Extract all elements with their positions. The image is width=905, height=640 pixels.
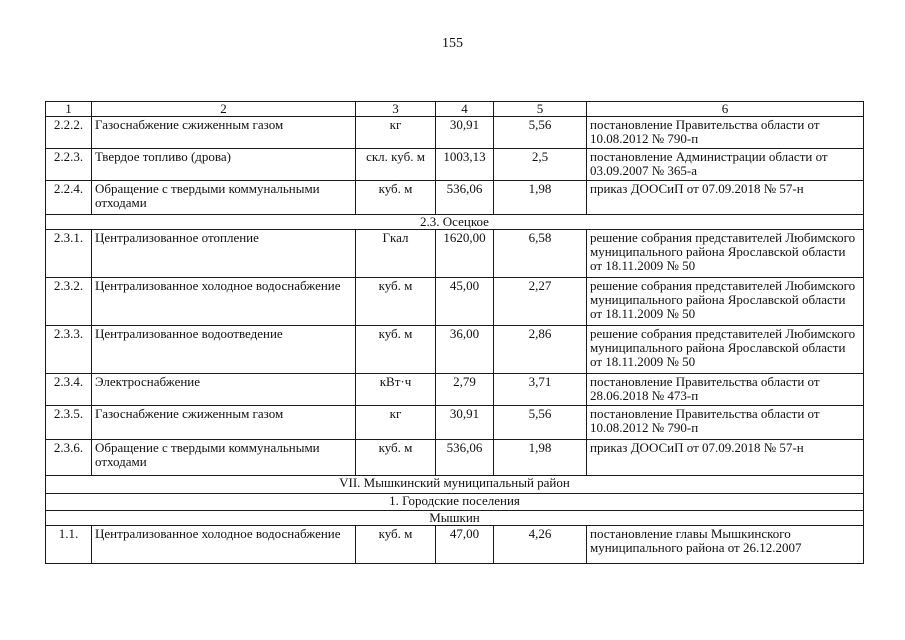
norm-value: 30,91 [436,117,494,149]
legal-document: постановление Администрации области от 03.09.2007 № 365-а [587,149,864,181]
tariff-value: 3,71 [494,374,587,406]
tariff-value: 1,98 [494,440,587,476]
legal-document: постановление Правительства области от 28.06.2018 № 473-п [587,374,864,406]
table-row [46,526,864,564]
legal-document: постановление главы Мышкинского муниципального района от 26.12.2007 [587,526,864,564]
tariff-value: 2,27 [494,278,587,326]
table-row [46,117,864,149]
table-row [46,149,864,181]
norm-value: 47,00 [436,526,494,564]
row-number: 2.2.4. [46,181,92,215]
legal-document: постановление Правительства области от 10.08.2012 № 790-п [587,117,864,149]
section-row [46,511,864,526]
row-number: 1.1. [46,526,92,564]
header-cell: 1 [46,102,92,117]
table-row [46,230,864,278]
section-title: 1. Городские поселения [46,494,864,511]
row-number: 2.3.5. [46,406,92,440]
unit-cell: куб. м [356,278,436,326]
tariff-value: 5,56 [494,117,587,149]
table-row [46,181,864,215]
service-name: Газоснабжение сжиженным газом [92,117,356,149]
table-row [46,406,864,440]
header-cell: 5 [494,102,587,117]
unit-cell: куб. м [356,440,436,476]
table-row [46,278,864,326]
unit-cell: кг [356,406,436,440]
unit-cell: скл. куб. м [356,149,436,181]
legal-document: постановление Правительства области от 10.08.2012 № 790-п [587,406,864,440]
table-header-row [46,102,864,117]
header-cell: 4 [436,102,494,117]
section-row [46,494,864,511]
header-cell: 6 [587,102,864,117]
row-number: 2.3.2. [46,278,92,326]
unit-cell: куб. м [356,526,436,564]
section-title: VII. Мышкинский муниципальный район [46,476,864,494]
norm-value: 30,91 [436,406,494,440]
legal-document: приказ ДООСиП от 07.09.2018 № 57-н [587,181,864,215]
page-number: 155 [442,36,463,51]
section-row [46,215,864,230]
legal-document: приказ ДООСиП от 07.09.2018 № 57-н [587,440,864,476]
section-row [46,476,864,494]
row-number: 2.3.3. [46,326,92,374]
tariff-value: 2,5 [494,149,587,181]
unit-cell: куб. м [356,181,436,215]
legal-document: решение собрания представителей Любимского муниципального района Ярославской области от 18.11.2009 № 50 [587,326,864,374]
tariff-value: 4,26 [494,526,587,564]
row-number: 2.3.1. [46,230,92,278]
service-name: Централизованное холодное водоснабжение [92,278,356,326]
service-name: Обращение с твердыми коммунальными отходами [92,181,356,215]
norm-value: 45,00 [436,278,494,326]
row-number: 2.2.3. [46,149,92,181]
norm-value: 1620,00 [436,230,494,278]
service-name: Обращение с твердыми коммунальными отходами [92,440,356,476]
tariff-value: 1,98 [494,181,587,215]
service-name: Централизованное отопление [92,230,356,278]
tariff-value: 6,58 [494,230,587,278]
norm-value: 36,00 [436,326,494,374]
unit-cell: кВт·ч [356,374,436,406]
norm-value: 2,79 [436,374,494,406]
service-name: Централизованное холодное водоснабжение [92,526,356,564]
table-row [46,326,864,374]
tariff-value: 5,56 [494,406,587,440]
norm-value: 536,06 [436,181,494,215]
table-row [46,374,864,406]
table-row [46,440,864,476]
row-number: 2.3.4. [46,374,92,406]
service-name: Газоснабжение сжиженным газом [92,406,356,440]
unit-cell: кг [356,117,436,149]
norm-value: 1003,13 [436,149,494,181]
row-number: 2.3.6. [46,440,92,476]
section-title: 2.3. Осецкое [46,215,864,230]
header-cell: 3 [356,102,436,117]
legal-document: решение собрания представителей Любимского муниципального района Ярославской области от 18.11.2009 № 50 [587,230,864,278]
header-cell: 2 [92,102,356,117]
section-title: Мышкин [46,511,864,526]
unit-cell: Гкал [356,230,436,278]
service-name: Твердое топливо (дрова) [92,149,356,181]
tariff-table [45,101,864,564]
legal-document: решение собрания представителей Любимского муниципального района Ярославской области от 18.11.2009 № 50 [587,278,864,326]
unit-cell: куб. м [356,326,436,374]
service-name: Электроснабжение [92,374,356,406]
tariff-value: 2,86 [494,326,587,374]
service-name: Централизованное водоотведение [92,326,356,374]
norm-value: 536,06 [436,440,494,476]
row-number: 2.2.2. [46,117,92,149]
